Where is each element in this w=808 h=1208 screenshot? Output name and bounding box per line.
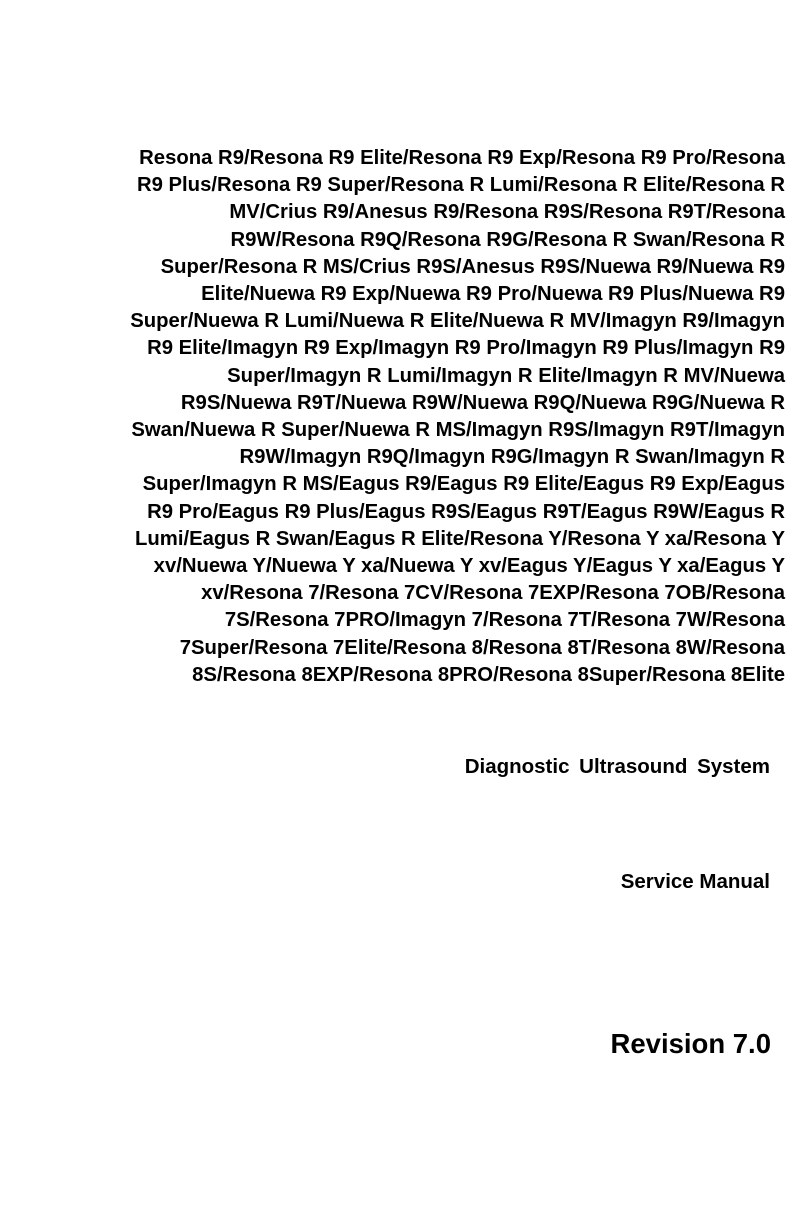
- model-list: [0, 145, 785, 689]
- model-list-line: R9W/Imagyn R9Q/Imagyn R9G/Imagyn R Swan/Imagyn R: [239, 446, 785, 469]
- model-list-line: R9S/Nuewa R9T/Nuewa R9W/Nuewa R9Q/Nuewa R9G/Nuewa R: [180, 391, 785, 414]
- model-list-line: Super/Nuewa R Lumi/Nuewa R Elite/Nuewa R MV/Imagyn R9/Imagyn: [130, 310, 785, 333]
- model-list-line: Super/Imagyn R MS/Eagus R9/Eagus R9 Elite/Eagus R9 Exp/Eagus: [142, 473, 785, 496]
- model-list-line: xv/Nuewa Y/Nuewa Y xa/Nuewa Y xv/Eagus Y/Eagus Y xa/Eagus Y: [153, 555, 785, 578]
- model-list-line: Super/Resona R MS/Crius R9S/Anesus R9S/Nuewa R9/Nuewa R9: [160, 255, 785, 278]
- model-list-line: Resona R9/Resona R9 Elite/Resona R9 Exp/Resona R9 Pro/Resona: [139, 147, 785, 169]
- model-list-line: R9W/Resona R9Q/Resona R9G/Resona R Swan/Resona R: [230, 228, 785, 251]
- model-list-line: Elite/Nuewa R9 Exp/Nuewa R9 Pro/Nuewa R9 Plus/Nuewa R9: [201, 283, 785, 306]
- revision-label: Revision 7.0: [610, 1028, 771, 1059]
- model-list-line: 8S/Resona 8EXP/Resona 8PRO/Resona 8Super/Resona 8Elite: [192, 663, 785, 686]
- model-list-line: Lumi/Eagus R Swan/Eagus R Elite/Resona Y/Resona Y xa/Resona Y: [135, 527, 785, 550]
- model-list-line: 7Super/Resona 7Elite/Resona 8/Resona 8T/Resona 8W/Resona: [179, 636, 785, 659]
- model-list-line: Swan/Nuewa R Super/Nuewa R MS/Imagyn R9S/Imagyn R9T/Imagyn: [131, 419, 785, 442]
- model-list-line: 7S/Resona 7PRO/Imagyn 7/Resona 7T/Resona 7W/Resona: [224, 609, 785, 632]
- model-list-line: R9 Plus/Resona R9 Super/Resona R Lumi/Resona R Elite/Resona R: [136, 174, 785, 197]
- model-list-line: MV/Crius R9/Anesus R9/Resona R9S/Resona R9T/Resona: [229, 201, 785, 224]
- model-list-line: R9 Elite/Imagyn R9 Exp/Imagyn R9 Pro/Imagyn R9 Plus/Imagyn R9: [147, 337, 785, 360]
- model-list-line: R9 Pro/Eagus R9 Plus/Eagus R9S/Eagus R9T/Eagus R9W/Eagus R: [147, 500, 785, 523]
- model-list-line: xv/Resona 7/Resona 7CV/Resona 7EXP/Resona 7OB/Resona: [201, 582, 785, 605]
- product-subtitle: Diagnostic Ultrasound System: [464, 755, 770, 778]
- model-list-line: Super/Imagyn R Lumi/Imagyn R Elite/Imagyn R MV/Nuewa: [227, 364, 785, 387]
- document-type: Service Manual: [620, 870, 770, 893]
